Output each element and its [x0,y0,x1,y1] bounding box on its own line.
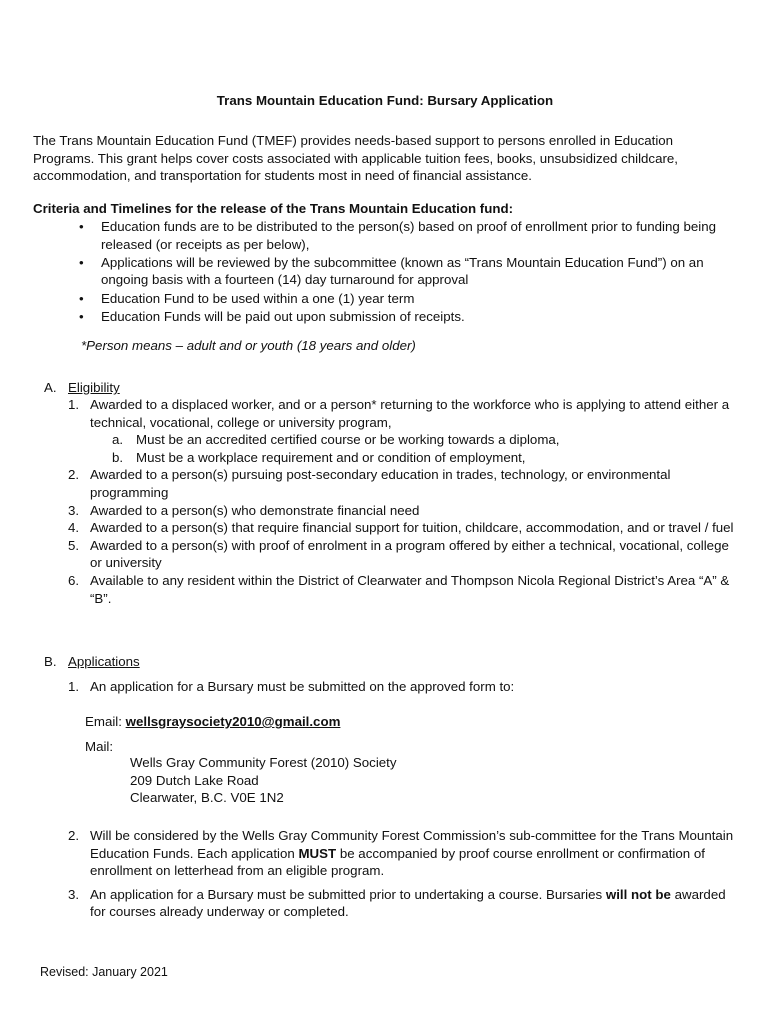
section-letter: A. [44,380,57,395]
bullet-icon: • [79,254,84,270]
intro-paragraph: The Trans Mountain Education Fund (TMEF) provides needs-based support to persons enrolled in Education Programs. This grant helps cover costs associated with applicable tuition fees, books, unsubsidized childcare, accommodation, and transportation for students most in need of financial assistance. [33,133,678,184]
criteria-heading: Criteria and Timelines for the release of the Trans Mountain Education fund: [33,201,513,216]
email-line [85,713,340,731]
sub-list-item: a. Must be an accredited certified course or be working towards a diploma, [112,432,560,448]
list-item: 5. Awarded to a person(s) with proof of enrolment in a program offered by either a technical, vocational, college or university [68,537,729,571]
criteria-item: • Education Fund to be used within a one (1) year term [79,290,415,306]
list-item: 6. Available to any resident within the District of Clearwater and Thompson Nicola Regional District’s Area “A” & “B”. [68,572,730,606]
address-line: Clearwater, B.C. V0E 1N2 [130,790,284,806]
criteria-list [79,218,741,326]
list-item: 3. Awarded to a person(s) who demonstrate financial need [68,502,420,518]
section-title: Applications [68,654,140,669]
mailing-address [130,754,397,807]
applications-item-1 [68,678,740,696]
list-item: 2. Will be considered by the Wells Gray Community Forest Commission’s sub-committee for the Trans Mountain Education Funds. Each application MUST be accompanied by proof course enrollment or confirmation of enrollment on letterhead from an eligible program. [68,828,734,879]
mail-label: Mail: [85,739,114,754]
applications-list [68,827,740,927]
bullet-icon: • [79,290,84,306]
address-line: 209 Dutch Lake Road [130,772,259,788]
list-item: 1. Awarded to a displaced worker, and or a person* returning to the workforce who is applying to attend either a technical, vocational, college or university program, a. Must be an accredited certified course or be working towards a diploma, b. Must be a workplace requirement and or condition of employment, [90,396,740,466]
bullet-icon: • [79,219,84,234]
section-title: Eligibility [68,380,120,395]
list-item: 2. Awarded to a person(s) pursuing post-secondary education in trades, technology, or environmental programming [68,467,671,500]
section-a-heading [44,379,120,397]
list-item: 1. An application for a Bursary must be submitted on the approved form to: [68,679,515,694]
criteria-item: • Applications will be reviewed by the subcommittee (known as “Trans Mountain Education Fund”) on an ongoing basis with a fourteen (14) day turnaround for approval [79,254,704,288]
eligibility-list [68,396,740,607]
email-label: Email: [85,714,122,729]
document-title: Trans Mountain Education Fund: Bursary Application [216,93,554,108]
revision-footer: Revised: January 2021 [40,965,168,979]
section-b-heading [44,653,140,671]
sub-list-item: b. Must be a workplace requirement and or condition of employment, [112,449,526,465]
section-letter: B. [44,654,57,669]
list-item: 3. An application for a Bursary must be submitted prior to undertaking a course. Bursaries will not be awarded for courses already underway or completed. [68,886,726,920]
list-item: 4. Awarded to a person(s) that require financial support for tuition, childcare, accommodation, and or travel / fuel [68,520,734,536]
email-link[interactable]: wellsgraysociety2010@gmail.com [125,714,341,729]
criteria-item: • Education Funds will be paid out upon submission of receipts. [79,308,465,324]
sub-list [90,431,740,466]
bullet-icon: • [79,308,84,324]
address-line: Wells Gray Community Forest (2010) Society [130,755,397,770]
criteria-item: • Education funds are to be distributed to the person(s) based on proof of enrollment prior to funding being released (or receipts as per below), [79,219,717,252]
person-definition-note: *Person means – adult and or youth (18 years and older) [81,338,416,353]
